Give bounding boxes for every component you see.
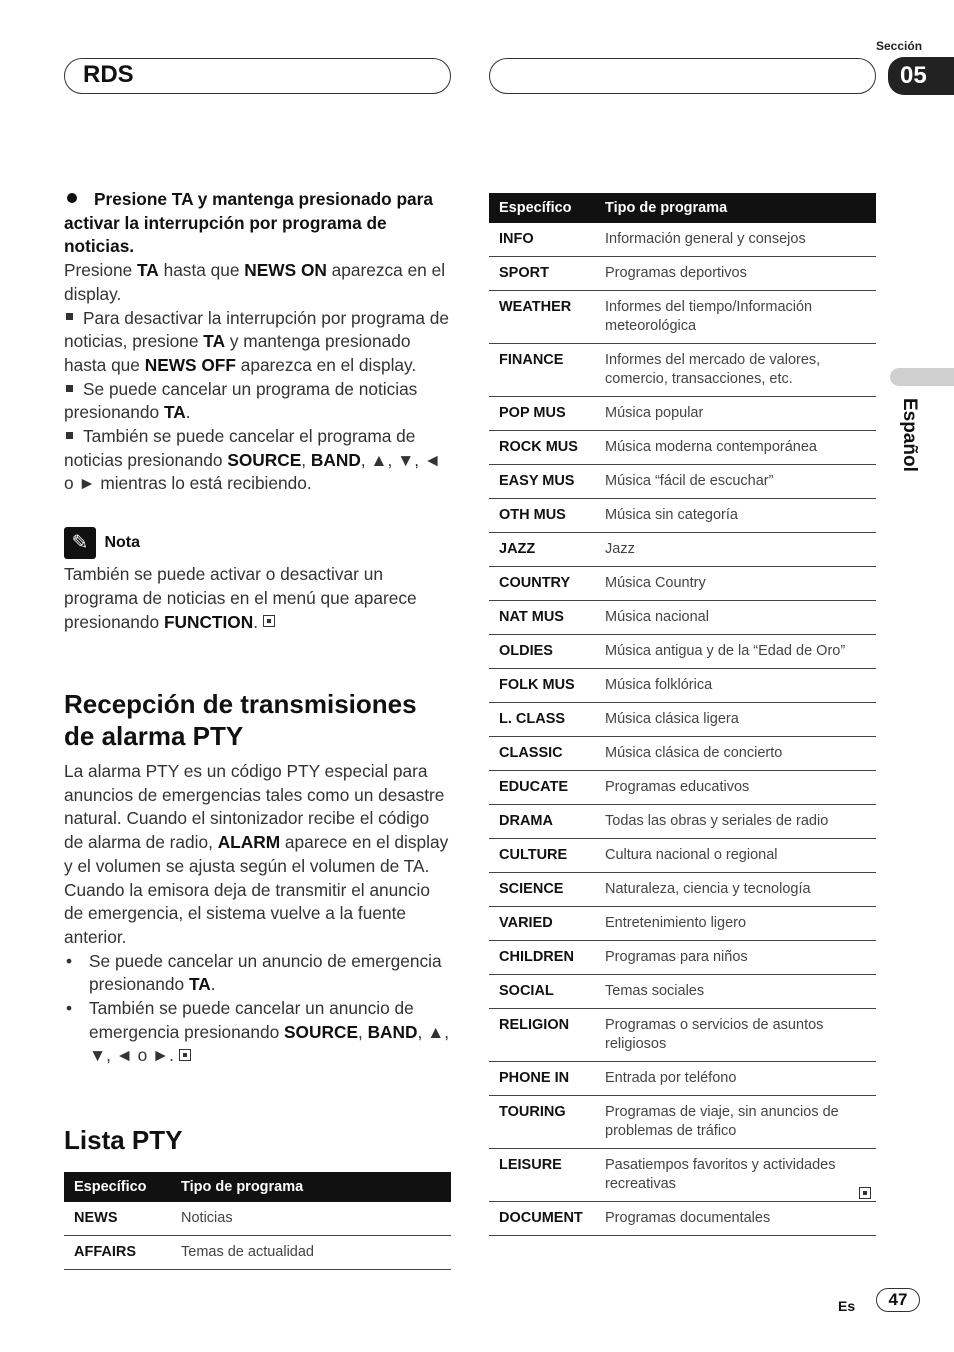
display-alarm: ALARM	[217, 832, 281, 853]
alarm-bullet-1	[64, 950, 452, 997]
intro-bullet-1	[64, 307, 452, 378]
intro-para-text: aparezca en el display.	[64, 260, 446, 304]
section-number: 05	[888, 57, 954, 95]
alarm-para-text: aparece en el display y el volumen se ajusta según el volumen de TA. Cuando la emisora deja de transmitir el anuncio de emergencia, el sistema vuelve a la fuente anterior.	[64, 832, 449, 947]
pty-code: WEATHER	[489, 291, 595, 344]
table-row	[489, 669, 876, 703]
bullet-text: .	[185, 402, 191, 423]
table-row	[489, 703, 876, 737]
table-row	[489, 1096, 876, 1149]
pty-description: Jazz	[595, 533, 876, 567]
table-row	[489, 771, 876, 805]
bullet-text: , ▲, ▼, ◄ o ►.	[89, 1021, 450, 1066]
pty-description: Música clásica ligera	[595, 703, 876, 737]
right-end-mark	[859, 1186, 871, 1204]
table-row	[489, 223, 876, 257]
pty-code: SPORT	[489, 257, 595, 291]
pty-description: Música nacional	[595, 601, 876, 635]
header-title: RDS	[83, 61, 134, 88]
pty-code: DRAMA	[489, 805, 595, 839]
pty-code: OLDIES	[489, 635, 595, 669]
table-row	[489, 907, 876, 941]
alarm-bullet-2	[64, 997, 452, 1068]
pty-code: SCIENCE	[489, 873, 595, 907]
pty-description: Temas sociales	[595, 975, 876, 1009]
table-row	[489, 805, 876, 839]
bullet-text: aparezca en el display.	[235, 354, 417, 375]
pty-code: CULTURE	[489, 839, 595, 873]
table-row	[489, 737, 876, 771]
table-row	[489, 601, 876, 635]
bullet-text: También se puede cancelar un anuncio de emergencia presionando	[89, 998, 414, 1042]
bullet-text: También se puede cancelar el programa de noticias presionando	[64, 426, 416, 470]
alarm-paragraph	[64, 760, 452, 950]
bullet-text: , ▲, ▼, ◄ o ► mientras lo está recibiendo.	[64, 449, 441, 494]
pty-code: RELIGION	[489, 1009, 595, 1062]
header-left-box	[64, 58, 451, 94]
key-band: BAND	[310, 449, 361, 470]
header-right-box	[489, 58, 876, 94]
bullet-text: ,	[301, 449, 311, 470]
alarm-para-text: La alarma PTY es un código PTY especial para anuncios de emergencias tales como un desastre natural. Cuando el sintonizador recibe el código de alarma de radio,	[64, 761, 445, 853]
pty-description: Pasatiempos favoritos y actividades recreativas	[595, 1149, 876, 1202]
note-text-span: .	[253, 611, 259, 632]
table-row	[489, 1202, 876, 1236]
pty-code: POP MUS	[489, 397, 595, 431]
table-row	[489, 431, 876, 465]
pty-code: EASY MUS	[489, 465, 595, 499]
note-text-span: También se puede activar o desactivar un programa de noticias en el menú que aparece presionando	[64, 564, 417, 632]
pty-description: Informes del tiempo/Información meteorológica	[595, 291, 876, 344]
alarm-section	[64, 760, 452, 1068]
table-row	[489, 257, 876, 291]
pty-description: Programas de viaje, sin anuncios de problemas de tráfico	[595, 1096, 876, 1149]
language-label: Español	[899, 398, 920, 472]
column-header-type: Tipo de programa	[595, 193, 876, 223]
pty-code: CHILDREN	[489, 941, 595, 975]
pty-code: OTH MUS	[489, 499, 595, 533]
note-title: Nota	[104, 534, 141, 552]
pty-description: Naturaleza, ciencia y tecnología	[595, 873, 876, 907]
table-row	[489, 1149, 876, 1202]
pty-code: ROCK MUS	[489, 431, 595, 465]
key-ta: TA	[163, 402, 186, 423]
table-row	[489, 975, 876, 1009]
bullet-text: Se puede cancelar un anuncio de emergencia presionando	[89, 950, 442, 995]
column-header-type: Tipo de programa	[171, 1172, 451, 1202]
pty-code: AFFAIRS	[64, 1236, 171, 1270]
bullet-dot-icon: •	[66, 950, 73, 971]
alarm-heading: Recepción de transmisiones de alarma PTY	[64, 689, 417, 751]
table-row	[489, 1062, 876, 1096]
pty-code: INFO	[489, 223, 595, 257]
lista-table	[64, 1172, 451, 1270]
end-mark-icon	[263, 615, 275, 627]
pty-code: LEISURE	[489, 1149, 595, 1202]
key-function: FUNCTION	[163, 611, 254, 632]
bullet-text: Se puede cancelar un programa de noticias presionando	[64, 378, 418, 423]
table-row	[489, 839, 876, 873]
pty-code: FINANCE	[489, 344, 595, 397]
pty-code: SOCIAL	[489, 975, 595, 1009]
table-header-row	[64, 1172, 451, 1202]
pty-description: Programas o servicios de asuntos religiosos	[595, 1009, 876, 1062]
intro-bullet-3	[64, 425, 452, 496]
table-row	[489, 533, 876, 567]
bullet-text: .	[210, 974, 216, 995]
pty-description: Música sin categoría	[595, 499, 876, 533]
column-header-code: Específico	[64, 1172, 171, 1202]
pty-description: Música antigua y de la “Edad de Oro”	[595, 635, 876, 669]
pty-table	[489, 193, 876, 1236]
table-row	[489, 291, 876, 344]
note-pencil-icon: ✎	[64, 527, 96, 559]
pty-description: Programas documentales	[595, 1202, 876, 1236]
pty-code: JAZZ	[489, 533, 595, 567]
table-row	[489, 499, 876, 533]
left-column	[64, 188, 452, 634]
intro-bullet-2	[64, 378, 452, 425]
pty-description: Música folklórica	[595, 669, 876, 703]
pty-code: COUNTRY	[489, 567, 595, 601]
key-band: BAND	[367, 1021, 418, 1042]
bullet-dot-icon: •	[66, 998, 73, 1019]
intro-heading-text: Presione TA y mantenga presionado para activar la interrupción por programa de noticias.	[64, 189, 433, 257]
pty-description: Música Country	[595, 567, 876, 601]
intro-heading	[64, 188, 452, 259]
intro-para-text: Presione	[64, 260, 138, 281]
table-row	[489, 567, 876, 601]
pty-description: Programas para niños	[595, 941, 876, 975]
square-bullet-icon	[66, 313, 73, 320]
bullet-text: ,	[357, 1021, 368, 1042]
table-row	[489, 344, 876, 397]
pty-description: Noticias	[171, 1202, 451, 1236]
pty-description: Informes del mercado de valores, comercio, transacciones, etc.	[595, 344, 876, 397]
table-row	[489, 1009, 876, 1062]
pty-code: VARIED	[489, 907, 595, 941]
bullet-text: y mantenga presionado hasta que	[64, 331, 411, 375]
bullet-dot-icon	[67, 193, 77, 203]
pty-description: Música popular	[595, 397, 876, 431]
pty-description: Información general y consejos	[595, 223, 876, 257]
note-text	[64, 563, 452, 634]
pty-description: Temas de actualidad	[171, 1236, 451, 1270]
end-mark-icon	[859, 1187, 871, 1199]
key-source: SOURCE	[284, 1021, 358, 1042]
table-row	[489, 397, 876, 431]
section-label: Sección	[876, 39, 923, 53]
pty-description: Música clásica de concierto	[595, 737, 876, 771]
key-source: SOURCE	[227, 449, 302, 470]
page-number: 47	[876, 1288, 920, 1312]
key-ta: TA	[203, 331, 226, 352]
pty-description: Música moderna contemporánea	[595, 431, 876, 465]
display-news-off: NEWS OFF	[144, 354, 236, 375]
pty-description: Todas las obras y seriales de radio	[595, 805, 876, 839]
key-ta: TA	[137, 260, 159, 281]
footer-language-code: Es	[838, 1298, 856, 1314]
table-row	[64, 1202, 451, 1236]
display-news-on: NEWS ON	[244, 260, 327, 281]
pty-description: Cultura nacional o regional	[595, 839, 876, 873]
pty-description: Entretenimiento ligero	[595, 907, 876, 941]
end-mark-icon	[179, 1049, 191, 1061]
pty-description: Programas deportivos	[595, 257, 876, 291]
table-row	[489, 635, 876, 669]
pty-description: Entrada por teléfono	[595, 1062, 876, 1096]
pty-description: Música “fácil de escuchar”	[595, 465, 876, 499]
language-tab	[890, 368, 954, 386]
table-row	[489, 941, 876, 975]
lista-heading: Lista PTY	[64, 1125, 183, 1155]
key-ta: TA	[188, 974, 211, 995]
pty-code: TOURING	[489, 1096, 595, 1149]
pty-code: NEWS	[64, 1202, 171, 1236]
pty-code: CLASSIC	[489, 737, 595, 771]
table-row	[489, 465, 876, 499]
pty-description: Programas educativos	[595, 771, 876, 805]
table-row	[64, 1236, 451, 1270]
pty-code: PHONE IN	[489, 1062, 595, 1096]
square-bullet-icon	[66, 432, 73, 439]
square-bullet-icon	[66, 385, 73, 392]
intro-para-text: hasta que	[158, 260, 245, 281]
table-header-row	[489, 193, 876, 223]
column-header-code: Específico	[489, 193, 595, 223]
pty-code: FOLK MUS	[489, 669, 595, 703]
pty-code: NAT MUS	[489, 601, 595, 635]
table-row	[489, 873, 876, 907]
pty-code: EDUCATE	[489, 771, 595, 805]
pty-code: DOCUMENT	[489, 1202, 595, 1236]
note-header	[64, 527, 452, 561]
pty-code: L. CLASS	[489, 703, 595, 737]
bullet-text: Para desactivar la interrupción por programa de noticias, presione	[64, 307, 449, 352]
intro-paragraph	[64, 259, 452, 306]
